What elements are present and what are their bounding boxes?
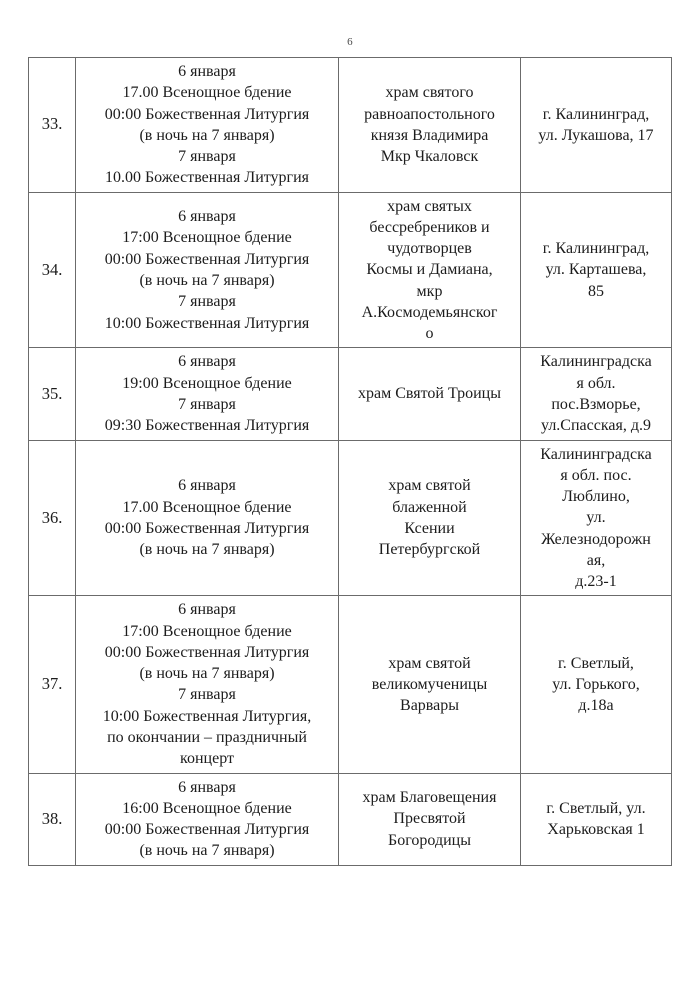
address-line: Харьковская 1: [547, 821, 645, 839]
church-name-cell: [339, 773, 521, 865]
church-name-cell: [339, 440, 521, 596]
row-number: 38.: [41, 808, 63, 828]
schedule-line: 00:00 Божественная Литургия: [104, 821, 310, 839]
schedule-cell: [76, 58, 339, 193]
schedule-line: по окончании – праздничный: [107, 728, 307, 746]
church-name-cell: [339, 596, 521, 773]
address-cell: [521, 773, 672, 865]
address-cell: [521, 192, 672, 348]
schedule-cell: [76, 440, 339, 596]
schedule-line: 10:00 Божественная Литургия,: [102, 707, 312, 725]
table-row: [29, 192, 672, 348]
church-name-line: Ксении: [404, 519, 455, 537]
address-line: г. Светлый,: [558, 654, 634, 672]
service-schedule-table: [28, 57, 672, 866]
schedule-line: 7 января: [178, 293, 236, 311]
schedule-line: 16:00 Всенощное бдение: [122, 799, 292, 817]
schedule-line: (в ночь на 7 января): [139, 842, 275, 860]
church-name-cell: [339, 192, 521, 348]
schedule-line: 00:00 Божественная Литургия: [104, 519, 310, 537]
row-number: 34.: [41, 259, 63, 279]
church-name-line: Варвары: [400, 697, 459, 715]
address-line: г. Калининград,: [542, 105, 650, 123]
church-name-line: князя Владимира: [370, 126, 489, 144]
schedule-line: 6 января: [178, 601, 236, 619]
row-number-cell: [29, 348, 76, 440]
church-name-line: храм святого: [385, 84, 474, 102]
schedule-line: 00:00 Божественная Литургия: [104, 643, 310, 661]
church-name-line: храм святой: [388, 654, 471, 672]
schedule-line: 00:00 Божественная Литургия: [104, 250, 310, 268]
schedule-line: 19:00 Всенощное бдение: [122, 374, 292, 392]
page-number: 6: [347, 36, 353, 48]
church-name-line: великомученицы: [371, 675, 488, 693]
church-name-line: храм Благовещения: [362, 789, 497, 807]
schedule-line: 17.00 Всенощное бдение: [122, 84, 292, 102]
table-row: [29, 440, 672, 596]
church-name-line: Космы и Дамиана,: [366, 261, 493, 279]
row-number: 35.: [41, 383, 63, 403]
schedule-line: (в ночь на 7 января): [139, 126, 275, 144]
address-line: г. Светлый, ул.: [546, 799, 646, 817]
schedule-line: 6 января: [178, 353, 236, 371]
table-row: [29, 773, 672, 865]
schedule-line: 00:00 Божественная Литургия: [104, 105, 310, 123]
address-line: Железнодорожн: [541, 530, 651, 548]
address-line: Калининградска: [540, 353, 652, 371]
church-name-line: равноапостольного: [364, 105, 495, 123]
schedule-line: (в ночь на 7 января): [139, 665, 275, 683]
schedule-line: 17:00 Всенощное бдение: [122, 229, 292, 247]
row-number-cell: [29, 773, 76, 865]
schedule-line: 7 января: [178, 686, 236, 704]
row-number-cell: [29, 58, 76, 193]
church-name-line: Мкр Чкаловск: [380, 148, 479, 166]
table-row: [29, 348, 672, 440]
row-number-cell: [29, 440, 76, 596]
table-row: [29, 596, 672, 773]
address-line: ул. Карташева,: [545, 261, 647, 279]
schedule-line: 6 января: [178, 778, 236, 796]
row-number: 33.: [41, 114, 63, 134]
address-cell: [521, 596, 672, 773]
schedule-line: концерт: [180, 750, 234, 768]
schedule-line: 6 января: [178, 477, 236, 495]
church-name-line: храм святой: [388, 477, 471, 495]
address-line: Калининградска: [540, 445, 652, 463]
address-cell: [521, 348, 672, 440]
address-line: ая,: [586, 551, 606, 569]
schedule-line: (в ночь на 7 января): [139, 272, 275, 290]
address-line: Люблино,: [562, 488, 630, 506]
schedule-line: 10:00 Божественная Литургия: [104, 314, 310, 332]
address-line: г. Калининград,: [542, 240, 650, 258]
church-name-line: Богородицы: [388, 831, 471, 849]
schedule-table-wrapper: [28, 57, 671, 866]
address-line: ул. Лукашова, 17: [538, 126, 654, 144]
schedule-line: 6 января: [178, 63, 236, 80]
schedule-line: 17.00 Всенощное бдение: [122, 498, 292, 516]
address-line: 85: [588, 282, 604, 300]
address-line: д.23-1: [575, 573, 617, 591]
schedule-cell: [76, 773, 339, 865]
address-line: ул.Спасская, д.9: [541, 417, 651, 435]
schedule-line: (в ночь на 7 января): [139, 541, 275, 559]
church-name-line: о: [425, 325, 434, 343]
church-name-line: А.Космодемьянског: [361, 303, 498, 321]
schedule-line: 09:30 Божественная Литургия: [104, 417, 310, 435]
schedule-line: 6 января: [178, 208, 236, 226]
schedule-line: 7 января: [178, 395, 236, 413]
address-line: ул.: [586, 509, 606, 527]
schedule-cell: [76, 348, 339, 440]
church-name-line: бессребреников и: [369, 218, 490, 236]
address-cell: [521, 440, 672, 596]
row-number-cell: [29, 192, 76, 348]
schedule-line: 17:00 Всенощное бдение: [122, 622, 292, 640]
church-name-line: мкр: [416, 282, 443, 300]
row-number: 37.: [41, 674, 63, 694]
address-line: ул. Горького,: [552, 675, 640, 693]
church-name-line: храм святых: [387, 197, 472, 215]
church-name-line: Пресвятой: [393, 810, 466, 828]
address-line: я обл.: [576, 374, 616, 392]
schedule-cell: [76, 192, 339, 348]
schedule-line: 10.00 Божественная Литургия: [104, 169, 310, 187]
church-name-line: Петербургской: [378, 541, 481, 559]
schedule-table-body: [29, 58, 672, 866]
address-line: д.18а: [578, 697, 614, 715]
church-name-cell: [339, 58, 521, 193]
table-row: [29, 58, 672, 193]
address-cell: [521, 58, 672, 193]
church-name-cell: [339, 348, 521, 440]
address-line: я обл. пос.: [560, 466, 632, 484]
row-number: 36.: [41, 507, 63, 527]
schedule-line: 7 января: [178, 148, 236, 166]
schedule-cell: [76, 596, 339, 773]
church-name-line: храм Святой Троицы: [358, 385, 501, 403]
church-name-line: блаженной: [392, 498, 467, 516]
church-name-line: чудотворцев: [387, 240, 472, 258]
address-line: пос.Взморье,: [551, 395, 641, 413]
row-number-cell: [29, 596, 76, 773]
